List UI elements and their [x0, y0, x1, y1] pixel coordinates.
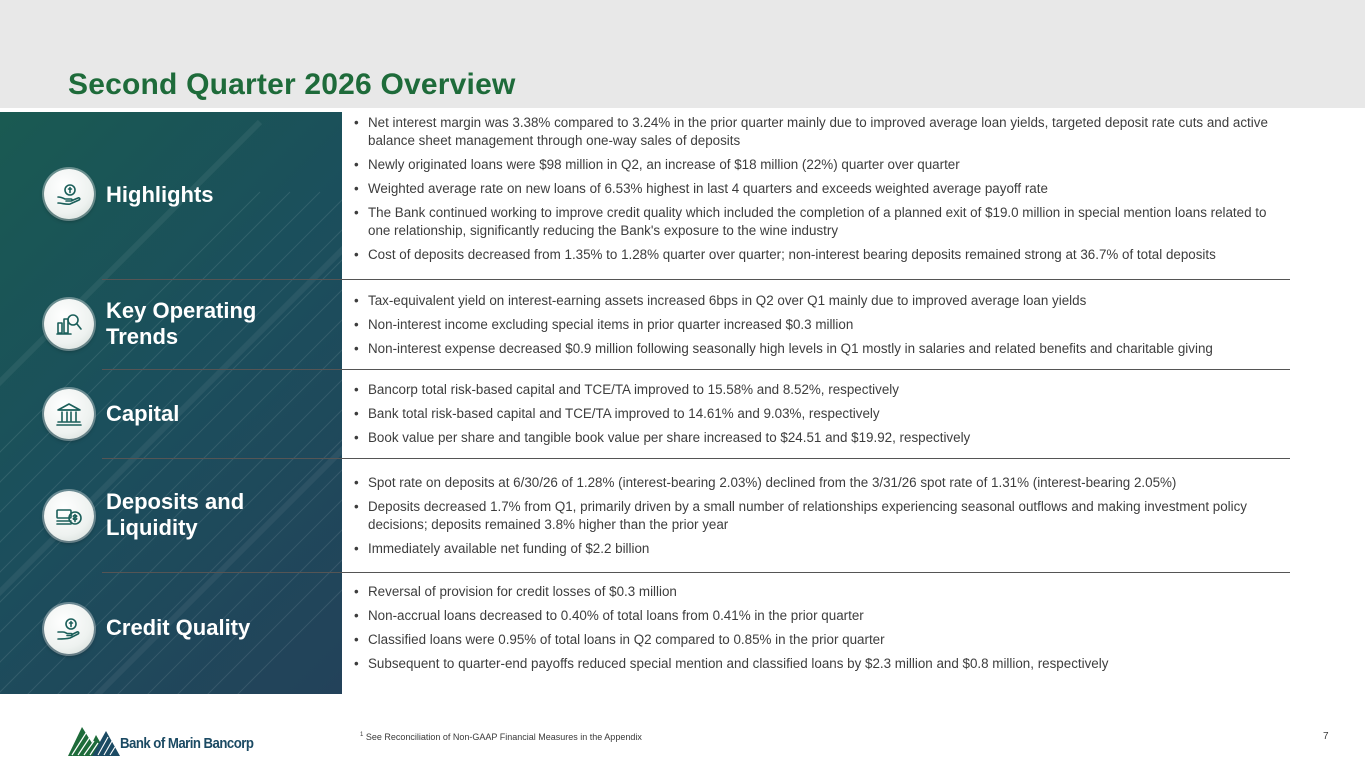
section-label-capital: Capital	[106, 401, 180, 426]
list-item: • Spot rate on deposits at 6/30/26 of 1.28% (interest-bearing 2.03%) declined from the 3/31/26 spot rate of 1.31% (interest-bearing 2.05%)	[351, 474, 1291, 492]
list-item: • Newly originated loans were $98 million in Q2, an increase of $18 million (22%) quarter over quarter	[351, 156, 1291, 174]
cash-stack-icon	[44, 491, 94, 541]
hand-coin-icon	[44, 604, 94, 654]
key-operating-trends-bullet-list	[351, 292, 1291, 364]
page-number: 7	[1323, 731, 1329, 742]
footnote-text: See Reconciliation of Non-GAAP Financial Measures in the Appendix	[363, 732, 642, 742]
section-label-highlights: Highlights	[106, 182, 214, 207]
bank-building-icon	[44, 389, 94, 439]
list-item: • Subsequent to quarter-end payoffs reduced special mention and classified loans by $2.3 million and $0.8 million, respectively	[351, 655, 1291, 673]
credit-quality-bullet-list	[351, 583, 1291, 679]
list-item: • Tax-equivalent yield on interest-earning assets increased 6bps in Q2 over Q1 mainly due to improved average loan yields	[351, 292, 1291, 310]
highlights-bullet-list	[351, 114, 1291, 270]
list-item: • Non-interest income excluding special items in prior quarter increased $0.3 million	[351, 316, 1291, 334]
section-label-key-operating-trends: Key Operating Trends	[106, 298, 257, 349]
list-item: • Immediately available net funding of $2.2 billion	[351, 540, 1291, 558]
section-divider	[102, 458, 1290, 459]
bank-logo-text: Bank of Marin Bancorp	[120, 735, 254, 752]
list-item: • Bancorp total risk-based capital and TCE/TA improved to 15.58% and 8.52%, respectively	[351, 381, 1291, 399]
list-item: • Classified loans were 0.95% of total loans in Q2 compared to 0.85% in the prior quarter	[351, 631, 1291, 649]
section-label-credit-quality: Credit Quality	[106, 615, 251, 640]
chart-magnifier-icon	[44, 299, 94, 349]
section-divider	[102, 369, 1290, 370]
list-item: • Weighted average rate on new loans of 6.53% highest in last 4 quarters and exceeds weighted average payoff rate	[351, 180, 1291, 198]
capital-bullet-list	[351, 381, 1291, 453]
list-item: • Net interest margin was 3.38% compared to 3.24% in the prior quarter mainly due to improved average loan yields, targeted deposit rate cuts and active balance sheet management through one-way sales of deposits	[351, 114, 1291, 150]
footnote-mark: 1	[360, 732, 364, 738]
list-item: • Cost of deposits decreased from 1.35% to 1.28% quarter over quarter; non-interest bearing deposits remained strong at 36.7% of total deposits	[351, 246, 1291, 264]
list-item: • Non-interest expense decreased $0.9 million following seasonally high levels in Q1 mostly in salaries and related benefits and charitable giving	[351, 340, 1291, 358]
footnote	[360, 732, 642, 742]
list-item: • Book value per share and tangible book value per share increased to $24.51 and $19.92, respectively	[351, 429, 1291, 447]
list-item: • Non-accrual loans decreased to 0.40% of total loans from 0.41% in the prior quarter	[351, 607, 1291, 625]
list-item: • Bank total risk-based capital and TCE/TA improved to 14.61% and 9.03%, respectively	[351, 405, 1291, 423]
list-item: • Reversal of provision for credit losses of $0.3 million	[351, 583, 1291, 601]
page-title: Second Quarter 2026 Overview	[68, 68, 516, 101]
list-item: • Deposits decreased 1.7% from Q1, primarily driven by a small number of relationships experiencing seasonal outflows and making investment policy decisions; deposits remained 3.8% higher than the prior year	[351, 498, 1291, 534]
list-item: • The Bank continued working to improve credit quality which included the completion of a planned exit of $19.0 million in special mention loans related to one relationship, significantly reducing the Bank's exposure to the wine industry	[351, 204, 1291, 240]
section-divider	[102, 572, 1290, 573]
deposits-liquidity-bullet-list	[351, 474, 1291, 564]
section-divider	[102, 279, 1290, 280]
hand-money-icon	[44, 169, 94, 219]
section-label-deposits-and-liquidity: Deposits and Liquidity	[106, 489, 245, 540]
